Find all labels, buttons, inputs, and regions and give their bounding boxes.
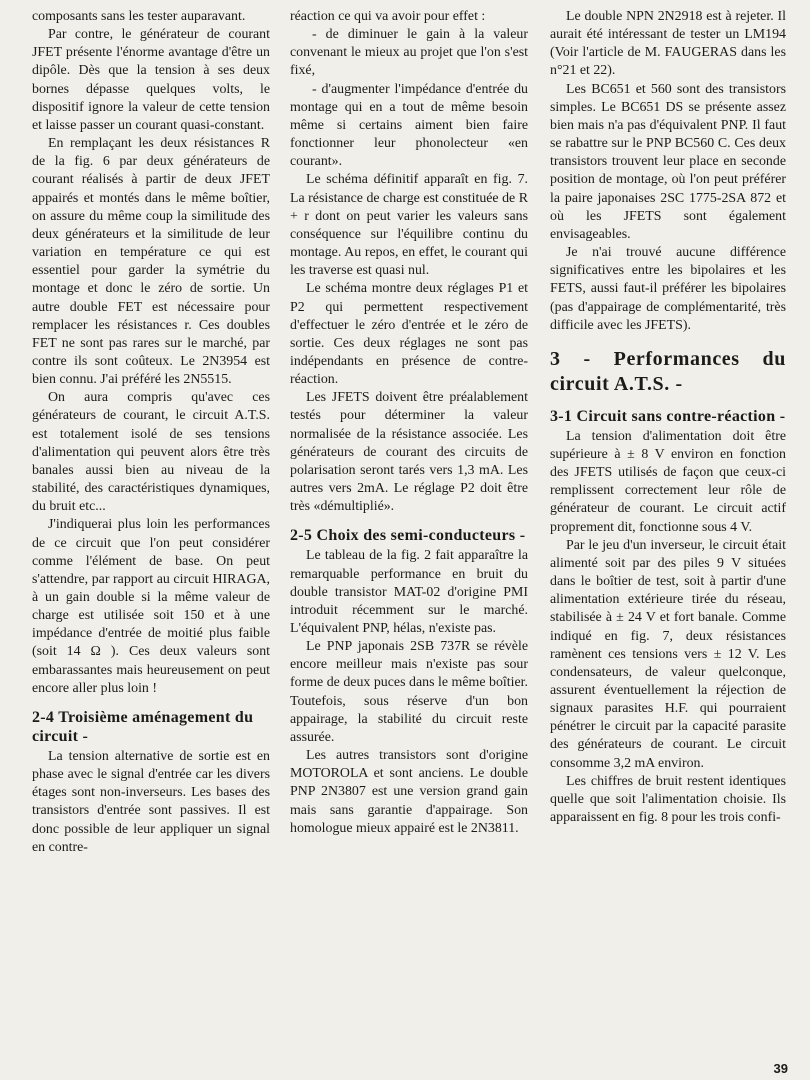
text-column-3 [550,8,786,827]
paragraph: Les BC651 et 560 sont des transistors simples. Le BC651 DS se présente assez bien mais n'a pas d'équivalent PNP. Il faut se rabattre sur le PNP BC560 C. Ces deux transistors trouvent leur place en seconde position de montage, où l'on peut préférer la paire japonaises 2SC 1775-2SA 872 et où les JFETS sont également envisageables. [550,81,786,242]
page-number: 39 [773,1061,788,1076]
text-column-2 [290,8,528,838]
paragraph: Les autres transistors sont d'origine MOTOROLA et sont anciens. Le double PNP 2N3807 est une version grand gain mais sans garantie d'appairage. Son homologue mieux appairé est le 2N3811. [290,748,528,836]
paragraph: Le PNP japonais 2SB 737R se révèle encore meilleur mais n'existe pas sour forme de deux puces dans le même boîtier. Toutefois, sous réserve d'un bon appairage, la stabilité du circuit reste assurée. [290,639,528,745]
section-heading-3-1: 3-1 Circuit sans contre-réaction - [550,407,786,425]
paragraph: J'indiquerai plus loin les performances de ce circuit que l'on peut considérer comme l'élément de base. On peut s'attendre, par rapport au circuit HIRAGA, à un gain double si la même valeur de charge est utilisée soit 150 et à une impédance d'entrée de moitié plus faible (soit 14 Ω ). Ces deux valeurs sont embarassantes mais heureusement on peut encore aller plus loin ! [32,517,270,696]
paragraph: réaction ce qui va avoir pour effet : [290,9,486,24]
section-heading-2-4: 2-4 Troisième aménagement du circuit - [32,708,254,745]
paragraph: On aura compris qu'avec ces générateurs de courant, le circuit A.T.S. est totalement isolé de ses tensions d'alimentation qui peuvent alors être très banales aussi bien au niveau de la stabilité, des caractéristiques dynamiques, du bruit etc... [32,390,270,515]
paragraph: Par le jeu d'un inverseur, le circuit était alimenté soit par des piles 9 V situées dans le boîtier de test, soit à partir d'une alimentation extérieure tirée du réseau, stabilisée à ± 24 V et fort banale. Comme indiqué en fig. 7, deux résistances ramènent ces tensions vers ± 12 V. Les condensateurs, de valeur quelconque, assurent éventuellement la réjection de signaux parasites H.F. qui pourraient pénétrer le circuit par la capacité parasite des générateurs de courant. Le circuit consomme 3,2 mA environ. [550,537,786,771]
paragraph: En remplaçant les deux résistances R de la fig. 6 par deux générateurs de courant réalisés à partir de deux JFET appairés et montés dans le même boîtier, on assure du même coup la similitude des deux générateurs et la similitude de leur variation en température ce qui est essentiel pour garder la symétrie du montage et donc le zéro de sortie. Un autre double FET est nécessaire pour remplacer les résistances r. Ces doubles FET ne sont pas rares sur le marché, par contre ils sont coûteux. Le 2N3954 est bien connu. J'ai préféré les 2N5515. [32,136,270,388]
paragraph: Le schéma définitif apparaît en fig. 7. La résistance de charge est constituée de R + r dont on peut varier les valeurs sans conséquence sur l'équilibre continu du montage. Au repos, en effet, le courant qui les traverse est quasi nul. [290,172,528,279]
paragraph: Les chiffres de bruit restent identiques quelle que soit l'alimentation choisie. Ils apparaissent en fig. 8 pour les trois confi- [550,773,786,826]
paragraph: La tension alternative de sortie est en phase avec le signal d'entrée car les divers étages sont non-inverseurs. Les bases des transistors d'entrée sont passives. Il est donc possible de leur appliquer un signal en contre- [32,748,270,855]
paragraph: Par contre, le générateur de courant JFET présente l'énorme avantage d'être un dipôle. Dès que la tension à ses deux bornes dépasse quelques volts, le dispositif ignore la valeur de cette tension et laisse passer un courant quasi-constant. [32,27,270,133]
paragraph: Le schéma montre deux réglages P1 et P2 qui permettent respectivement d'effectuer le zéro d'entrée et le zéro de sortie. Ces deux réglages ne sont pas indépendants en présence de contre-réaction. [290,281,528,388]
paragraph: Les JFETS doivent être préalablement testés pour déterminer la valeur normalisée de la résistance associée. Les générateurs de courant des circuits de polarisation seront tarés vers 1,3 mA. Les autres vers 2mA. Le réglage P2 doit être très «démultiplié». [290,390,528,515]
section-heading-3: 3 - Performances du circuit A.T.S. - [550,347,786,395]
paragraph: Le double NPN 2N2918 est à rejeter. Il aurait été intéressant de tester un LM194 (Voir l'article de M. FAUGERAS dans les n°21 et 22). [550,9,786,79]
paragraph: Le tableau de la fig. 2 fait apparaître la remarquable performance en bruit du double transistor MAT-02 d'origine PMI introduit récemment sur le marché. L'équivalent PNP, hélas, n'existe pas. [290,548,528,636]
paragraph: composants sans les tester auparavant. [32,9,246,24]
paragraph: - de diminuer le gain à la valeur convenant le mieux au projet que l'on s'est fixé, [290,27,528,79]
paragraph: La tension d'alimentation doit être supérieure à ± 8 V environ en fonction des JFETS utilisés de façon que ceux-ci remplissent correctement leur rôle de générateur de courant. Le circuit actif proprement dit, fonctionne sous 4 V. [550,428,786,535]
section-heading-2-5: 2-5 Choix des semi-conducteurs - [290,527,526,545]
paragraph: - d'augmenter l'impédance d'entrée du montage qui en a tout de même besoin même si certains aiment bien faire fonctionner leur phonolecteur «en courant». [290,81,528,170]
paragraph: Je n'ai trouvé aucune différence significatives entre les bipolaires et les FETS, aussi faut-il préférer les bipolaires (pas d'appairage de complémentarité, très difficile avec les JFETS). [550,245,786,333]
text-column-1 [32,8,270,857]
